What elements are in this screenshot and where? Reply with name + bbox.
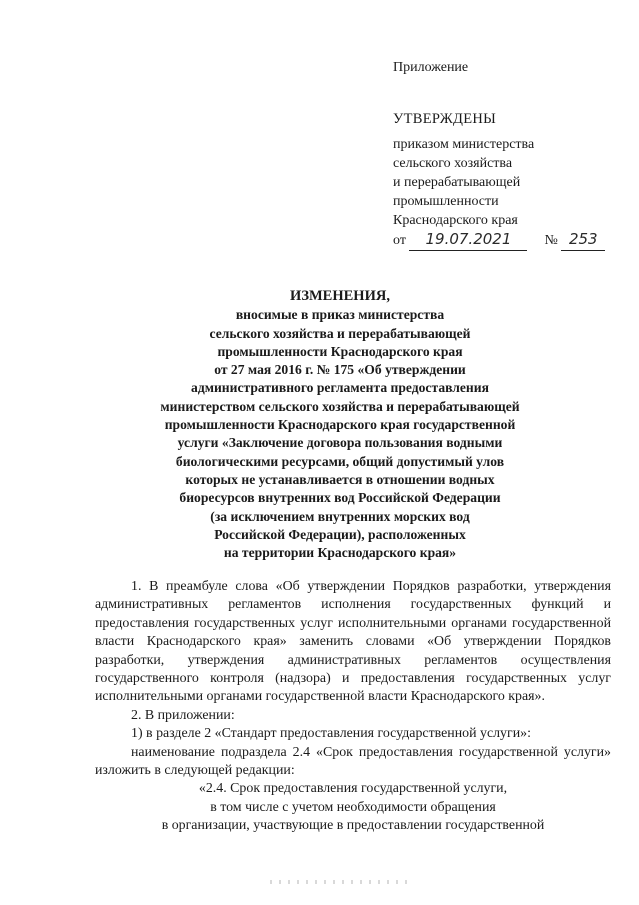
appendix-label: Приложение xyxy=(393,60,469,75)
title-line: вносимые в приказ министерства xyxy=(235,307,445,323)
approval-line: приказом министерства xyxy=(393,137,535,152)
quoted-new-title xyxy=(95,780,611,835)
date-number-line xyxy=(393,230,605,251)
changes-title-block xyxy=(140,287,540,562)
quote-line: в организации, участвующие в предоставлении государственной xyxy=(161,818,545,834)
title-line: сельского хозяйства и перерабатывающей xyxy=(209,325,471,341)
title-line: промышленности Краснодарского края xyxy=(217,343,463,359)
handwritten-date: 19.07.2021 xyxy=(425,230,512,248)
paragraph-subsection-title: наименование подраздела 2.4 «Срок предоставления государственной услуги» изложить в следующей редакции: xyxy=(95,744,611,779)
title-line: которых не устанавливается в отношении водных xyxy=(185,471,495,487)
quote-line: в том числе с учетом необходимости обращения xyxy=(210,799,496,815)
document-body xyxy=(95,578,611,836)
handwritten-number: 253 xyxy=(568,230,598,248)
title-line: административного регламента предоставления xyxy=(191,380,489,396)
date-field xyxy=(409,230,527,251)
title-line: от 27 мая 2016 г. № 175 «Об утверждении xyxy=(214,362,466,378)
scan-artifact xyxy=(270,880,410,884)
approval-line: промышленности xyxy=(393,194,499,209)
title-line: биоресурсов внутренних вод Российской Федерации xyxy=(179,490,501,506)
approval-block xyxy=(393,110,605,251)
approved-title: УТВЕРЖДЕНЫ xyxy=(393,111,497,127)
approval-line: Краснодарского края xyxy=(393,213,518,228)
title-line: биологическими ресурсами, общий допустимый улов xyxy=(175,453,505,469)
approval-line: сельского хозяйства xyxy=(393,156,513,171)
paragraph-section-2: 1) в разделе 2 «Стандарт предоставления государственной услуги»: xyxy=(131,726,531,742)
title-line: на территории Краснодарского края» xyxy=(223,545,457,561)
title-line: промышленности Краснодарского края государственной xyxy=(164,417,516,433)
number-label: № xyxy=(544,233,558,248)
title-line: услуги «Заключение договора пользования водными xyxy=(177,435,503,451)
paragraph-appendix: 2. В приложении: xyxy=(131,707,235,723)
quote-line: «2.4. Срок предоставления государственной услуги, xyxy=(198,781,508,797)
title-line: (за исключением внутренних морских вод xyxy=(210,508,470,524)
paragraph-preamble: 1. В преамбуле слова «Об утверждении Порядков разработки, утверждения административных регламентов исполнения государственных функций и предоставления государственных услуг исполнительными органами государственной власти Краснодарского края» заменить словами «Об утверждении Порядков разработки, утверждения административных регламентов осуществления государственного контроля (надзора) и предоставления государственных услуг исполнительными органами государственной власти Краснодарского края». xyxy=(95,579,611,705)
changes-heading: ИЗМЕНЕНИЯ, xyxy=(290,288,390,304)
approval-line: и перерабатывающей xyxy=(393,175,521,190)
from-label: от xyxy=(393,233,406,248)
number-field xyxy=(561,230,605,251)
title-line: министерством сельского хозяйства и перерабатывающей xyxy=(160,398,520,414)
title-line: Российской Федерации), расположенных xyxy=(214,526,466,542)
